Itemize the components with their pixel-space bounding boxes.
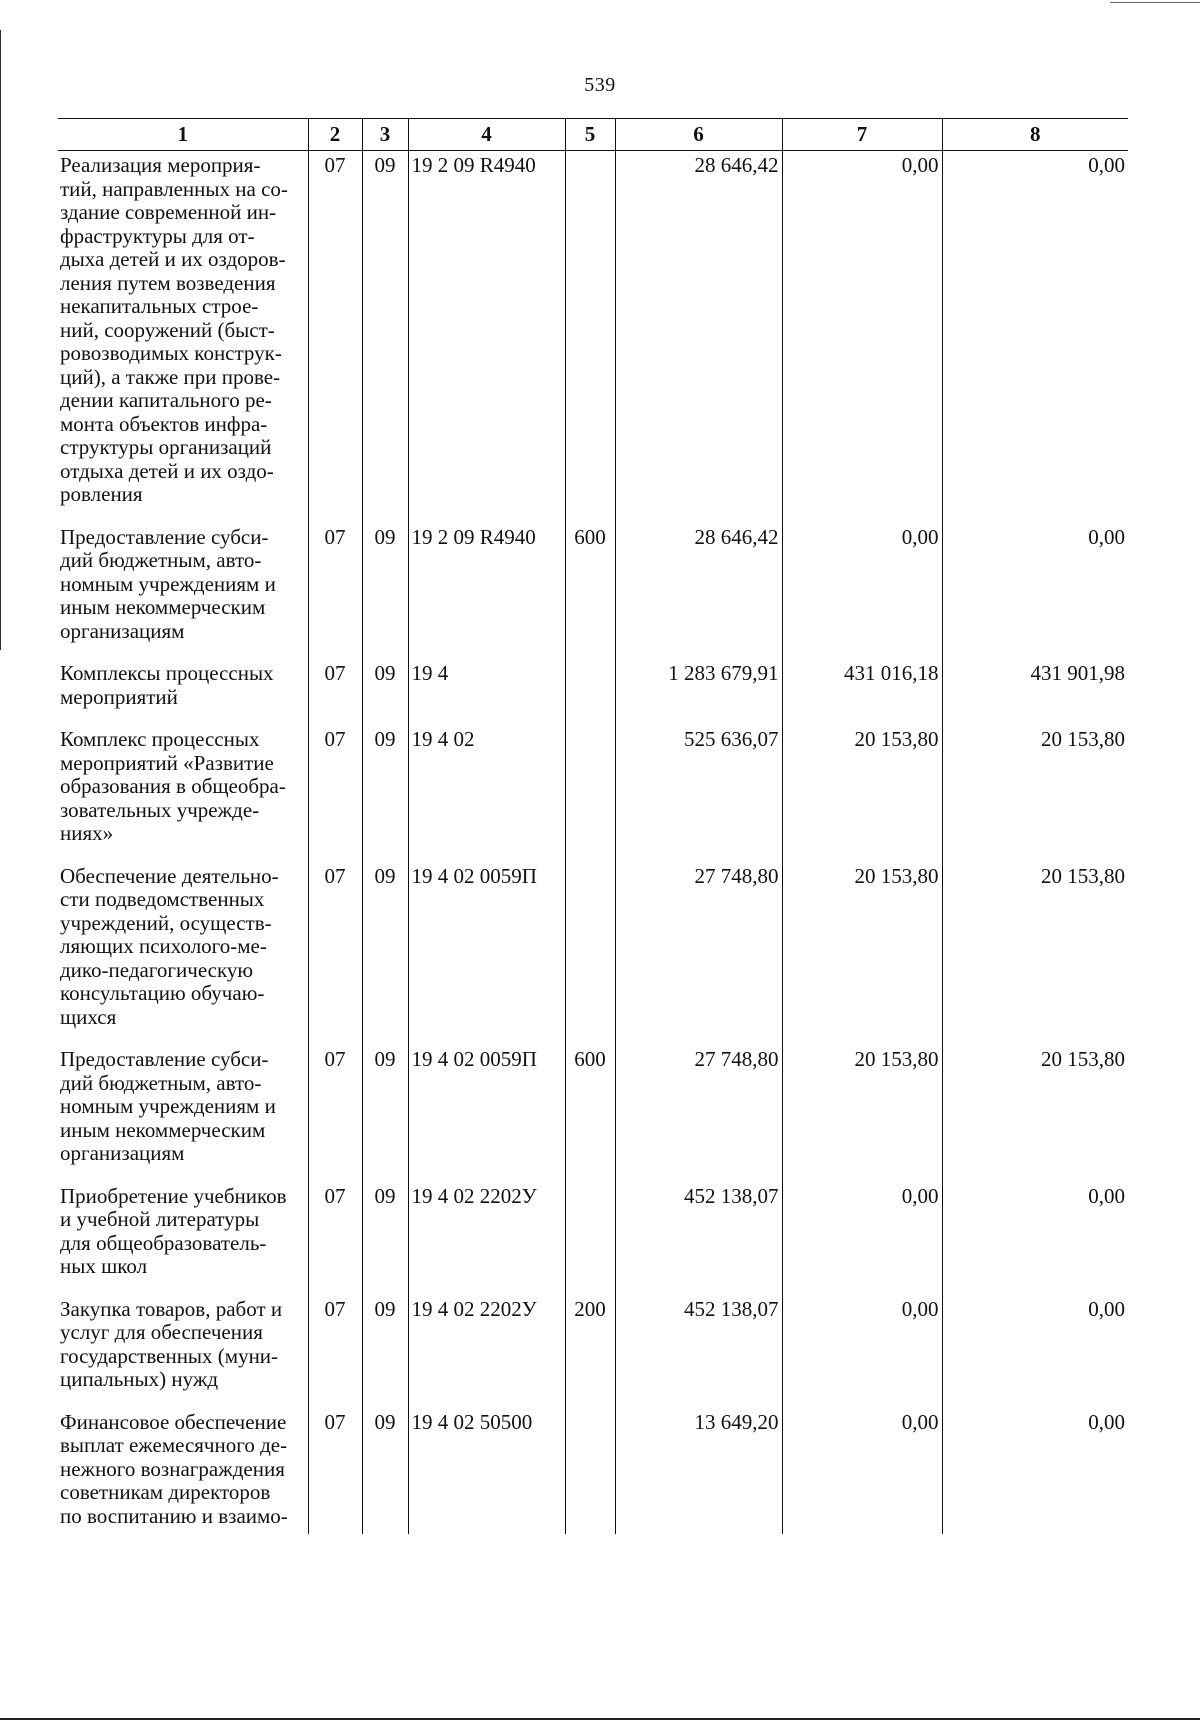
row-code-cell: 19 2 09 R4940	[408, 151, 565, 523]
table-header-row	[58, 119, 1128, 151]
column-header-4: 4	[408, 119, 565, 151]
row-name-cell: Приобретение учебников и учебной литературы для общеобразователь- ных школ	[60, 1183, 287, 1278]
row-type-cell	[565, 1408, 615, 1535]
column-header-3: 3	[362, 119, 408, 151]
scan-edge-top	[1110, 2, 1200, 3]
row-subsection-cell: 09	[362, 1408, 408, 1535]
column-header-1: 1	[58, 119, 308, 151]
row-amount-6-cell: 28 646,42	[615, 151, 782, 523]
column-header-7: 7	[782, 119, 942, 151]
column-header-2: 2	[308, 119, 362, 151]
table-row	[58, 1182, 1128, 1295]
row-amount-8-cell: 0,00	[942, 1295, 1128, 1408]
table-row	[58, 1045, 1128, 1182]
row-section-cell: 07	[308, 1408, 362, 1535]
row-amount-7-cell: 0,00	[782, 523, 942, 660]
row-code-cell: 19 4 02 2202У	[408, 1295, 565, 1408]
row-section-cell: 07	[308, 725, 362, 862]
row-name-cell: Комплексы процессных мероприятий	[60, 661, 274, 709]
table-row	[58, 151, 1128, 523]
row-name-cell: Комплекс процессных мероприятий «Развитие образования в общеобра- зовательных учрежде- ниях»	[60, 727, 286, 845]
row-amount-7-cell: 0,00	[782, 1408, 942, 1535]
row-amount-7-cell: 20 153,80	[782, 725, 942, 862]
row-amount-6-cell: 525 636,07	[615, 725, 782, 862]
row-type-cell	[565, 862, 615, 1046]
row-section-cell: 07	[308, 1182, 362, 1295]
row-name-cell: Предоставление субси- дий бюджетным, авто- номным учреждениям и иным некоммерческим организациям	[60, 1047, 276, 1165]
row-type-cell	[565, 725, 615, 862]
row-amount-8-cell: 0,00	[942, 523, 1128, 660]
row-amount-7-cell: 0,00	[782, 1295, 942, 1408]
budget-table	[58, 118, 1128, 1534]
row-type-cell	[565, 659, 615, 725]
row-amount-8-cell: 431 901,98	[942, 659, 1128, 725]
table-body	[58, 151, 1128, 1535]
table-row	[58, 1408, 1128, 1535]
column-header-8: 8	[942, 119, 1128, 151]
row-name-cell: Обеспечение деятельно- сти подведомственных учреждений, осуществ- ляющих психолого-ме- дико-педагогическую консультацию обучаю- щихся	[60, 863, 279, 1029]
page-number: 539	[584, 74, 616, 96]
row-subsection-cell: 09	[362, 1045, 408, 1182]
row-subsection-cell: 09	[362, 1182, 408, 1295]
row-amount-6-cell: 452 138,07	[615, 1182, 782, 1295]
scan-edge-left	[0, 30, 1, 650]
row-section-cell: 07	[308, 1045, 362, 1182]
row-amount-6-cell: 13 649,20	[615, 1408, 782, 1535]
row-amount-7-cell: 20 153,80	[782, 862, 942, 1046]
row-section-cell: 07	[308, 1295, 362, 1408]
row-type-cell: 600	[565, 523, 615, 660]
row-section-cell: 07	[308, 151, 362, 523]
table-row	[58, 1295, 1128, 1408]
row-amount-6-cell: 27 748,80	[615, 1045, 782, 1182]
row-amount-6-cell: 452 138,07	[615, 1295, 782, 1408]
row-subsection-cell: 09	[362, 1295, 408, 1408]
row-amount-8-cell: 0,00	[942, 151, 1128, 523]
row-name-cell: Реализация мероприя- тий, направленных на со- здание современной ин- фраструктуры для от- дыха детей и их оздоров- ления путем возведения некапитальных строе- ний, сооружений (быст- ровозводимых конструк- ций), а также при прове- дении капитального ре- монта объектов инфра- структуры организаций отдыха детей и их оздо- ровления	[60, 153, 288, 506]
row-type-cell: 600	[565, 1045, 615, 1182]
row-code-cell: 19 2 09 R4940	[408, 523, 565, 660]
table-row	[58, 725, 1128, 862]
row-code-cell: 19 4 02 0059П	[408, 1045, 565, 1182]
row-subsection-cell: 09	[362, 523, 408, 660]
row-subsection-cell: 09	[362, 725, 408, 862]
row-code-cell: 19 4 02	[408, 725, 565, 862]
row-code-cell: 19 4 02 50500	[408, 1408, 565, 1535]
row-section-cell: 07	[308, 862, 362, 1046]
row-code-cell: 19 4 02 0059П	[408, 862, 565, 1046]
row-section-cell: 07	[308, 659, 362, 725]
row-type-cell	[565, 1182, 615, 1295]
row-amount-8-cell: 0,00	[942, 1408, 1128, 1535]
row-amount-7-cell: 431 016,18	[782, 659, 942, 725]
row-subsection-cell: 09	[362, 151, 408, 523]
row-code-cell: 19 4 02 2202У	[408, 1182, 565, 1295]
table-row	[58, 862, 1128, 1046]
table-row	[58, 523, 1128, 660]
row-amount-8-cell: 20 153,80	[942, 725, 1128, 862]
row-amount-7-cell: 0,00	[782, 151, 942, 523]
row-amount-8-cell: 20 153,80	[942, 1045, 1128, 1182]
row-amount-8-cell: 0,00	[942, 1182, 1128, 1295]
row-type-cell	[565, 151, 615, 523]
row-subsection-cell: 09	[362, 862, 408, 1046]
row-type-cell: 200	[565, 1295, 615, 1408]
row-subsection-cell: 09	[362, 659, 408, 725]
row-amount-7-cell: 20 153,80	[782, 1045, 942, 1182]
row-name-cell: Предоставление субси- дий бюджетным, авто- номным учреждениям и иным некоммерческим организациям	[60, 524, 276, 643]
column-header-6: 6	[615, 119, 782, 151]
row-amount-6-cell: 1 283 679,91	[615, 659, 782, 725]
row-code-cell: 19 4	[408, 659, 565, 725]
column-header-5: 5	[565, 119, 615, 151]
row-section-cell: 07	[308, 523, 362, 660]
row-name-cell: Закупка товаров, работ и услуг для обеспечения государственных (муни- ципальных) нужд	[60, 1296, 283, 1391]
row-amount-8-cell: 20 153,80	[942, 862, 1128, 1046]
row-amount-6-cell: 27 748,80	[615, 862, 782, 1046]
row-amount-6-cell: 28 646,42	[615, 523, 782, 660]
row-amount-7-cell: 0,00	[782, 1182, 942, 1295]
table-row	[58, 659, 1128, 725]
row-name-cell: Финансовое обеспечение выплат ежемесячного де- нежного вознаграждения советникам директоров по воспитанию и взаимо-	[60, 1409, 288, 1528]
